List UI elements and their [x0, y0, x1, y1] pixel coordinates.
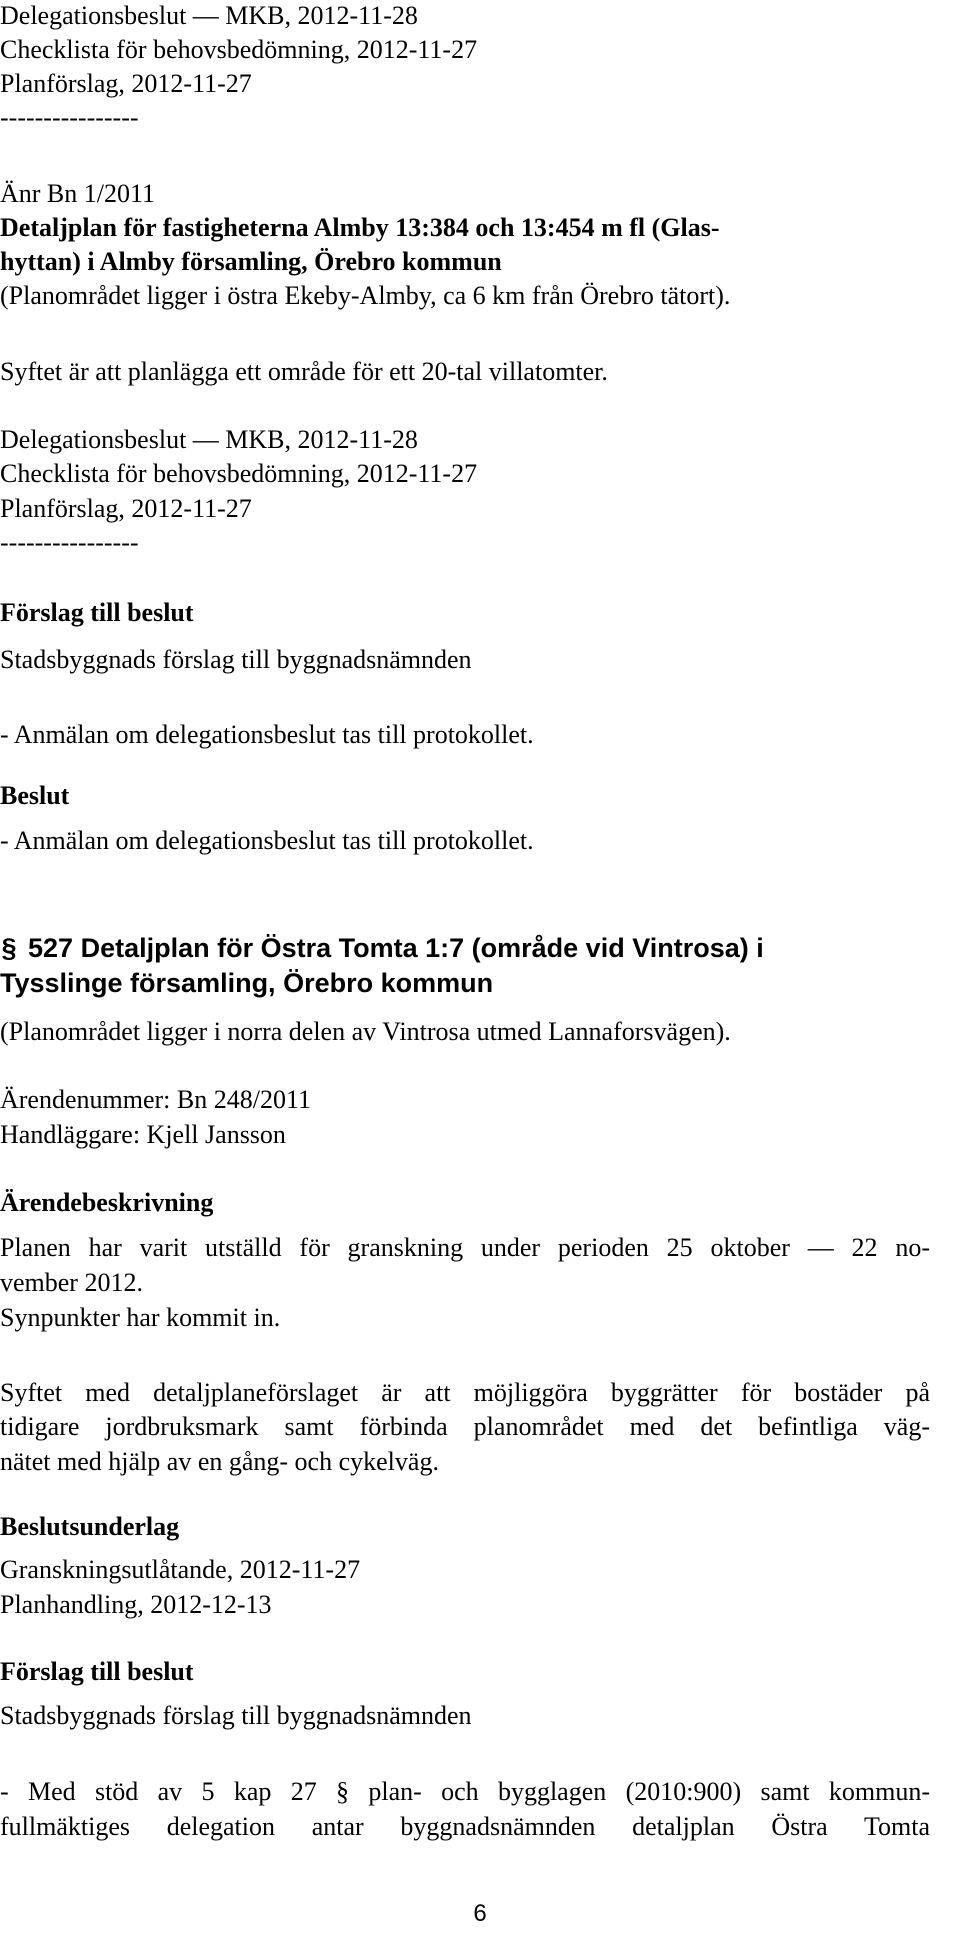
case-526-proposal-from: Stadsbyggnads förslag till byggnadsnämnden [0, 645, 472, 674]
case-526-title-line-2: hyttan) i Almby församling, Örebro kommun [0, 247, 502, 276]
case-526-location: (Planområdet ligger i östra Ekeby-Almby, ca 6 km från Örebro tätort). [0, 281, 731, 310]
case-527-description-heading: Ärendebeskrivning [0, 1188, 214, 1217]
case-526-decision-doc-2: Checklista för behovsbedömning, 2012-11-27 [0, 459, 478, 488]
case-526-purpose: Syftet är att planlägga ett område för ett 20-tal villatomter. [0, 357, 608, 386]
case-526-decision-heading: Beslut [0, 781, 70, 810]
case-527-description-line-2: vember 2012. [0, 1268, 143, 1297]
case-526-anr: Änr Bn 1/2011 [0, 179, 156, 208]
case-527-purpose-line-2 [0, 1411, 930, 1443]
top-separator: ---------------- [0, 103, 139, 132]
case-526-proposal-heading: Förslag till beslut [0, 598, 194, 627]
case-527-basis-heading: Beslutsunderlag [0, 1512, 180, 1541]
case-527-purpose-line-2-text: tidigare jordbruksmark samt förbinda planområdet med det befintliga väg- [0, 1412, 930, 1441]
case-526-decision-doc-3: Planförslag, 2012-11-27 [0, 494, 252, 523]
top-delegation-decision: Delegationsbeslut — MKB, 2012-11-28 [0, 1, 418, 30]
case-527-case-number: Ärendenummer: Bn 248/2011 [0, 1085, 311, 1114]
case-527-title-line-1: Detaljplan för Östra Tomta 1:7 (område vid Vintrosa) i [80, 933, 764, 963]
top-plan-proposal: Planförslag, 2012-11-27 [0, 69, 252, 98]
case-527-purpose-line-1-text: Syftet med detaljplaneförslaget är att möjliggöra byggrätter för bostäder på [0, 1378, 930, 1407]
case-527-heading-line-1 [0, 931, 764, 965]
case-527-proposal-line-1 [0, 1776, 930, 1808]
case-527-proposal-line-2-text: fullmäktiges delegation antar byggnadsnämnden detaljplan Östra Tomta [0, 1812, 930, 1841]
case-527-proposal-from: Stadsbyggnads förslag till byggnadsnämnden [0, 1701, 472, 1730]
case-527-proposal-line-1-text: - Med stöd av 5 kap 27 § plan- och bygglagen (2010:900) samt kommun- [0, 1777, 930, 1806]
case-527-basis-item-2: Planhandling, 2012-12-13 [0, 1590, 272, 1619]
case-527-number: 527 [28, 933, 74, 963]
case-527-handler: Handläggare: Kjell Jansson [0, 1120, 286, 1149]
case-527-location: (Planområdet ligger i norra delen av Vintrosa utmed Lannaforsvägen). [0, 1017, 731, 1046]
case-527-purpose-line-3: nätet med hjälp av en gång- och cykelväg. [0, 1447, 439, 1476]
case-527-description-line-3: Synpunkter har kommit in. [0, 1303, 281, 1332]
section-mark: § [1, 933, 17, 963]
case-527-basis-item-1: Granskningsutlåtande, 2012-11-27 [0, 1555, 361, 1584]
case-526-decision-doc-1: Delegationsbeslut — MKB, 2012-11-28 [0, 425, 418, 454]
case-526-decision-item: - Anmälan om delegationsbeslut tas till protokollet. [0, 826, 534, 855]
case-527-title-line-2: Tysslinge församling, Örebro kommun [0, 968, 494, 998]
case-526-separator: ---------------- [0, 528, 139, 557]
case-527-description-line-1 [0, 1232, 930, 1264]
page-number: 6 [473, 1900, 487, 1927]
case-527-proposal-line-2 [0, 1811, 930, 1843]
case-527-purpose-line-1 [0, 1377, 930, 1409]
case-526-proposal-item: - Anmälan om delegationsbeslut tas till protokollet. [0, 720, 534, 749]
top-checklist: Checklista för behovsbedömning, 2012-11-27 [0, 35, 478, 64]
case-527-description-line-1-text: Planen har varit utställd för granskning under perioden 25 oktober — 22 no- [0, 1233, 930, 1262]
case-527-proposal-heading: Förslag till beslut [0, 1657, 194, 1686]
case-526-title-line-1: Detaljplan för fastigheterna Almby 13:384 och 13:454 m fl (Glas- [0, 213, 720, 242]
